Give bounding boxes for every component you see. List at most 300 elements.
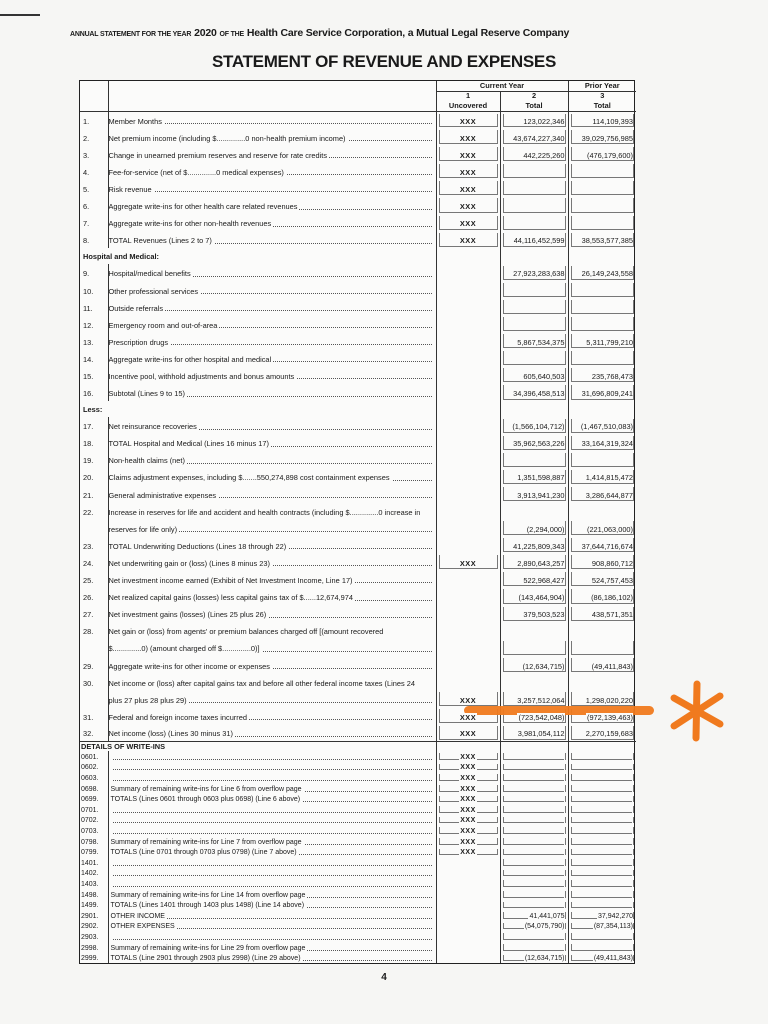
current-year-value: 3,981,054,112: [517, 729, 565, 739]
line-description: Aggregate write-ins for other health care related revenues: [108, 202, 298, 212]
statement-body: [80, 111, 636, 741]
current-year-value: [564, 304, 565, 313]
line-description: Risk revenue: [108, 185, 152, 195]
writein-line-number: 2903.: [81, 933, 99, 941]
current-year-value: [564, 934, 565, 941]
uncovered-value: XXX: [460, 828, 476, 836]
prior-year-value: [632, 796, 633, 803]
line-number: 23.: [83, 541, 94, 551]
uncovered-value: [496, 881, 497, 888]
uncovered-value: [496, 945, 497, 952]
prior-year-value: 114,109,393: [592, 116, 634, 126]
prior-year-value: [632, 860, 633, 867]
table-row: [80, 315, 636, 332]
writein-description: [111, 870, 113, 877]
writein-description: [111, 754, 113, 761]
line-number: 14.: [83, 354, 94, 364]
writein-description: [111, 764, 113, 771]
prior-year-value: 26,149,243,558: [581, 269, 634, 279]
line-description: Aggregate write-ins for other hospital and medical: [108, 354, 272, 364]
prior-year-value: [632, 807, 633, 814]
prior-year-value: [632, 849, 633, 856]
line-description-continued: reserves for life only): [108, 524, 178, 534]
writein-line-number: 1402.: [81, 870, 99, 878]
table-row: [80, 196, 636, 213]
line-description: Aggregate write-ins for other income or expenses: [108, 661, 270, 671]
current-year-value: [564, 796, 565, 803]
uncovered-value: [496, 662, 497, 671]
uncovered-value: XXX: [459, 133, 477, 143]
prior-year-value: 37,644,716,674: [581, 541, 634, 551]
table-row: [80, 485, 636, 502]
current-year-header: Current Year: [436, 81, 568, 91]
line-description: TOTAL Hospital and Medical (Lines 16 minus 17): [108, 439, 269, 449]
header-spacer: [80, 100, 108, 111]
prior-year-value: (221,063,000): [586, 524, 634, 534]
writein-row: [80, 942, 636, 953]
current-year-value: [564, 902, 565, 909]
current-year-value: 3,913,941,230: [517, 490, 565, 500]
prior-year-value: [632, 219, 633, 228]
writein-row: [80, 868, 636, 879]
writein-line-number: 1403.: [81, 881, 99, 888]
uncovered-value: [496, 338, 497, 347]
prior-year-value: (1,467,510,083): [580, 422, 634, 432]
uncovered-value: XXX: [459, 116, 477, 126]
prior-year-value: [632, 644, 633, 653]
uncovered-value: XXX: [460, 785, 476, 793]
line-description: Member Months: [108, 116, 162, 126]
uncovered-value: [496, 576, 497, 585]
uncovered-value: [496, 902, 497, 909]
prior-year-value: 5,311,799,210: [586, 337, 634, 347]
prior-year-value: 1,414,815,472: [585, 473, 634, 483]
current-year-value: 3,257,512,064: [517, 695, 565, 705]
writein-line-number: 0701.: [81, 806, 99, 814]
prior-year-value: (87,354,113): [593, 923, 634, 931]
table-row: [80, 622, 636, 639]
line-description: Federal and foreign income taxes incurred: [108, 712, 247, 722]
writein-row: [80, 900, 636, 911]
line-number: 19.: [83, 456, 94, 466]
uncovered-value: XXX: [459, 236, 477, 246]
current-year-value: [564, 892, 565, 899]
line-description: Net gain or (loss) from agents' or premium balances charged off [(amount recovered: [108, 627, 384, 637]
line-number: 32.: [83, 729, 94, 739]
uncovered-value: [496, 491, 497, 500]
current-year-value: (12,634,715): [524, 955, 565, 963]
uncovered-value: XXX: [459, 695, 477, 705]
uncovered-value: XXX: [459, 185, 477, 195]
current-year-value: [564, 321, 565, 330]
current-year-value: [564, 828, 565, 835]
writein-row: [80, 847, 636, 858]
line-description: Prescription drugs: [108, 337, 169, 347]
line-description: Outside referrals: [108, 303, 164, 313]
current-year-value: [564, 754, 565, 761]
current-year-value: 605,640,503: [523, 372, 565, 381]
uncovered-value: [496, 269, 497, 278]
line-description-continued: $..............0) (amount charged off $..............0)]: [108, 644, 260, 654]
writein-description: OTHER EXPENSES: [110, 923, 175, 931]
writein-description: [111, 807, 113, 814]
uncovered-value: XXX: [460, 796, 476, 804]
line-number: 12.: [83, 320, 94, 330]
line-description: Increase in reserves for life and accident and health contracts (including $..............0 increase in: [108, 507, 421, 517]
table-row-continued: [80, 639, 636, 656]
writein-description: Summary of remaining write-ins for Line 14 from overflow page: [110, 891, 306, 899]
uncovered-value: XXX: [459, 558, 477, 568]
writein-line-number: 0601.: [81, 753, 99, 761]
writein-row: [80, 836, 636, 847]
current-year-value: 43,674,227,340: [513, 133, 565, 143]
uncovered-value: [496, 934, 497, 941]
writein-row: [80, 751, 636, 762]
current-year-value: (2,294,000): [526, 524, 565, 534]
line-number: 25.: [83, 576, 94, 586]
current-year-value: (54,075,790): [524, 923, 565, 931]
line-number: 21.: [83, 490, 94, 500]
line-number: 15.: [83, 372, 94, 381]
writein-description: [111, 828, 113, 835]
uncovered-value: [496, 355, 497, 364]
page-title: STATEMENT OF REVENUE AND EXPENSES: [212, 52, 556, 71]
line-number: 22.: [83, 507, 94, 517]
line-description: Net reinsurance recoveries: [108, 422, 197, 432]
table-row: [80, 673, 636, 690]
writein-row: [80, 910, 636, 921]
writein-row: [80, 772, 636, 783]
line-description: Net underwriting gain or (loss) (Lines 8 minus 23): [108, 558, 270, 568]
prior-year-value: 39,029,756,985: [581, 133, 634, 143]
header-blank-desc: [108, 81, 436, 91]
page-header: [70, 27, 710, 39]
asterisk-icon: [662, 676, 732, 746]
prior-year-value: [632, 945, 633, 952]
current-year-value: (1,566,104,712): [512, 422, 565, 432]
writein-row: [80, 857, 636, 868]
current-year-value: 123,022,346: [523, 116, 565, 126]
prior-year-value: [632, 202, 633, 211]
uncovered-value: [496, 422, 497, 431]
uncovered-value: XXX: [459, 729, 477, 739]
uncovered-value: [496, 304, 497, 313]
prior-year-value: 3,286,644,877: [585, 490, 634, 500]
table-row: [80, 231, 636, 248]
table-row: [80, 349, 636, 366]
uncovered-value: [496, 321, 497, 330]
writeins-section: [80, 741, 636, 963]
table-row: [80, 281, 636, 298]
prior-year-value: [632, 817, 633, 824]
current-year-value: [564, 775, 565, 782]
uncovered-value: XXX: [460, 753, 476, 761]
line-number: 18.: [83, 439, 94, 449]
current-year-value: 41,225,809,343: [513, 541, 565, 551]
writein-description: TOTALS (Lines 0601 through 0603 plus 0698) (Line 6 above): [110, 796, 301, 804]
line-description: Net investment income earned (Exhibit of Net Investment Income, Line 17): [108, 576, 353, 586]
table-row-continued: [80, 690, 636, 707]
prior-year-value: (972,139,463): [586, 712, 634, 722]
line-description: General administrative expenses: [108, 490, 217, 500]
prior-year-value: (476,179,600): [586, 150, 634, 160]
table-row: [80, 724, 636, 741]
line-description: Net income (loss) (Lines 30 minus 31): [108, 729, 233, 739]
prior-year-value: [632, 892, 633, 899]
current-year-value: [564, 456, 565, 465]
current-year-value: 34,396,458,513: [513, 389, 565, 399]
header-of-the: OF THE: [219, 31, 244, 38]
uncovered-value: XXX: [459, 150, 477, 160]
prior-year-value: [632, 168, 633, 177]
line-number: 8.: [83, 236, 90, 246]
prior-year-value: [632, 881, 633, 888]
table-row-continued: [80, 519, 636, 536]
current-year-value: 522,968,427: [523, 576, 565, 586]
writein-row: [80, 815, 636, 826]
uncovered-value: [496, 955, 497, 962]
writein-line-number: 0799.: [81, 849, 99, 857]
current-year-value: 442,225,260: [523, 150, 565, 160]
col3-number: 3: [568, 91, 636, 100]
line-number: 7.: [83, 219, 90, 229]
table-row: [80, 417, 636, 434]
prior-year-value: 235,768,473: [591, 372, 634, 381]
writein-description: [111, 817, 113, 824]
uncovered-value: XXX: [460, 806, 476, 814]
uncovered-value: [496, 860, 497, 867]
writein-description: Summary of remaining write-ins for Line 29 from overflow page: [110, 944, 306, 952]
scan-edge-mark: [0, 14, 40, 16]
header-blank-num: [80, 81, 108, 91]
table-row: [80, 332, 636, 349]
writein-description: TOTALS (Line 0701 through 0703 plus 0798) (Line 7 above): [110, 849, 297, 857]
prior-year-value: (49,411,843): [591, 661, 634, 671]
table-row: [80, 383, 636, 400]
current-year-value: 1,351,598,887: [517, 473, 565, 483]
prior-year-value: [632, 456, 633, 465]
col2-label: Total: [500, 100, 568, 111]
uncovered-value: [496, 389, 497, 398]
table-row: [80, 587, 636, 604]
uncovered-value: XXX: [460, 764, 476, 772]
prior-year-value: [632, 355, 633, 364]
writein-description: TOTALS (Lines 1401 through 1403 plus 1498) (Line 14 above): [110, 902, 305, 910]
uncovered-value: [496, 593, 497, 602]
table-row: [80, 553, 636, 570]
prior-year-value: [632, 287, 633, 296]
prior-year-value: [632, 786, 633, 793]
header-company: Health Care Service Corporation, a Mutual Legal Reserve Company: [246, 27, 570, 39]
writein-description: TOTALS (Line 2901 through 2903 plus 2998) (Line 29 above): [110, 955, 301, 963]
uncovered-value: [496, 287, 497, 296]
line-description: Incentive pool, withhold adjustments and bonus amounts: [108, 372, 295, 381]
uncovered-value: XXX: [460, 817, 476, 825]
writein-description: OTHER INCOME: [110, 912, 165, 920]
prior-year-value: 37,942,270: [597, 912, 634, 920]
current-year-value: [564, 168, 565, 177]
prior-year-value: [632, 321, 633, 330]
table-row: [80, 656, 636, 673]
writein-row: [80, 804, 636, 815]
table-row: [80, 111, 636, 128]
section-label-row: [80, 401, 636, 417]
line-number: 16.: [83, 389, 94, 399]
writein-line-number: 0602.: [81, 764, 99, 772]
current-year-value: [564, 870, 565, 877]
table-row: [80, 128, 636, 145]
current-year-value: (12,634,715): [522, 661, 565, 671]
section-label-row: [80, 248, 636, 264]
prior-year-value: [632, 870, 633, 877]
uncovered-value: [496, 456, 497, 465]
uncovered-value: XXX: [460, 838, 476, 846]
writein-row: [80, 953, 636, 964]
table-row: [80, 298, 636, 315]
line-description: Subtotal (Lines 9 to 15): [108, 389, 185, 399]
writein-description: [111, 881, 113, 888]
current-year-value: [564, 185, 565, 194]
line-number: 2.: [83, 133, 90, 143]
line-description: Fee-for-service (net of $..............0 medical expenses): [108, 167, 284, 177]
writein-row: [80, 878, 636, 889]
uncovered-value: [496, 610, 497, 619]
uncovered-value: XXX: [459, 712, 477, 722]
writein-row: [80, 783, 636, 794]
line-number: 28.: [83, 627, 94, 637]
line-number: 11.: [83, 303, 93, 313]
line-description: TOTAL Revenues (Lines 2 to 7): [108, 236, 212, 246]
header-prefix: ANNUAL STATEMENT FOR THE YEAR: [70, 31, 192, 38]
line-number: 27.: [83, 610, 94, 620]
table-row: [80, 145, 636, 162]
writein-line-number: 1401.: [81, 859, 99, 867]
prior-year-value: (49,411,843): [593, 955, 634, 963]
table-row: [80, 179, 636, 196]
table-row: [80, 434, 636, 451]
current-year-value: [564, 817, 565, 824]
writein-line-number: 0698.: [81, 785, 99, 793]
line-description: Other professional services: [108, 286, 199, 296]
current-year-value: [564, 807, 565, 814]
line-description: Claims adjustment expenses, including $.......550,274,898 cost containment expenses: [108, 473, 390, 483]
table-row: [80, 366, 636, 383]
table-row: [80, 214, 636, 231]
uncovered-value: [496, 542, 497, 551]
uncovered-value: [496, 372, 497, 381]
writein-line-number: 0603.: [81, 775, 99, 783]
line-description: Non-health claims (net): [108, 456, 185, 466]
line-number: 6.: [83, 202, 90, 212]
line-number: 20.: [83, 473, 94, 483]
header-spacer: [108, 91, 436, 100]
line-number: 3.: [83, 150, 90, 160]
prior-year-value: [632, 304, 633, 313]
table-row: [80, 570, 636, 587]
prior-year-value: [632, 839, 633, 846]
line-number: 26.: [83, 593, 94, 603]
writein-line-number: 2902.: [81, 923, 99, 931]
writein-line-number: 0702.: [81, 817, 99, 825]
prior-year-value: 524,757,453: [591, 576, 634, 586]
prior-year-value: 31,696,809,241: [581, 389, 634, 399]
current-year-value: 2,890,643,257: [517, 558, 565, 568]
header-spacer: [80, 91, 108, 100]
table-row: [80, 451, 636, 468]
prior-year-value: [632, 775, 633, 782]
line-number: 5.: [83, 185, 90, 195]
line-description-continued: plus 27 plus 28 plus 29): [108, 695, 187, 705]
prior-year-value: [632, 934, 633, 941]
line-number: 31.: [83, 712, 94, 722]
line-number: 30.: [83, 678, 94, 688]
line-description: Emergency room and out-of-area: [108, 320, 218, 330]
current-year-value: [564, 202, 565, 211]
hospital-medical-label: Hospital and Medical:: [83, 252, 159, 262]
current-year-value: 379,503,523: [523, 610, 565, 620]
table-row: [80, 264, 636, 281]
line-number: 4.: [83, 167, 90, 177]
current-year-value: 5,867,534,375: [517, 337, 565, 347]
prior-year-value: [632, 828, 633, 835]
current-year-value: [564, 644, 565, 653]
writein-line-number: 0798.: [81, 838, 99, 846]
line-description: Net premium income (including $..............0 non-health premium income): [108, 133, 346, 143]
uncovered-value: [496, 473, 497, 482]
table-row: [80, 605, 636, 622]
line-number: 10.: [83, 286, 94, 296]
current-year-value: [564, 849, 565, 856]
writein-row: [80, 762, 636, 773]
current-year-value: [564, 881, 565, 888]
prior-year-value: 1,298,020,220: [585, 695, 634, 705]
current-year-value: (143,464,904): [518, 593, 565, 603]
uncovered-value: XXX: [460, 775, 476, 783]
table-row: [80, 162, 636, 179]
line-description: TOTAL Underwriting Deductions (Lines 18 through 22): [108, 541, 287, 551]
prior-year-value: [632, 754, 633, 761]
current-year-value: [564, 287, 565, 296]
header-spacer: [108, 100, 436, 111]
writeins-header-row: [80, 741, 636, 751]
writein-line-number: 1498.: [81, 891, 99, 899]
prior-year-value: [632, 764, 633, 771]
writein-description: [111, 775, 113, 782]
line-number: 13.: [83, 337, 94, 347]
prior-year-header: Prior Year: [568, 81, 636, 91]
writein-line-number: 2999.: [81, 955, 99, 963]
col1-number: 1: [436, 91, 500, 100]
line-number: 24.: [83, 558, 94, 568]
prior-year-value: [632, 185, 633, 194]
uncovered-value: [496, 923, 497, 930]
writein-row: [80, 825, 636, 836]
writein-line-number: 2998.: [81, 944, 99, 952]
current-year-value: [564, 860, 565, 867]
writein-description: [111, 860, 113, 867]
uncovered-value: [496, 439, 497, 448]
current-year-value: [564, 839, 565, 846]
statement-table: [79, 80, 635, 964]
current-year-value: [564, 764, 565, 771]
uncovered-value: XXX: [460, 849, 476, 857]
prior-year-value: 38,553,577,385: [581, 236, 634, 246]
prior-year-value: [632, 902, 633, 909]
line-description: Net income or (loss) after capital gains tax and before all other federal income taxes (Lines 24: [108, 678, 415, 688]
writein-description: Summary of remaining write-ins for Line 6 from overflow page: [110, 785, 302, 793]
col3-label: Total: [568, 100, 636, 111]
line-description: Change in unearned premium reserves and reserve for rate credits: [108, 150, 328, 160]
